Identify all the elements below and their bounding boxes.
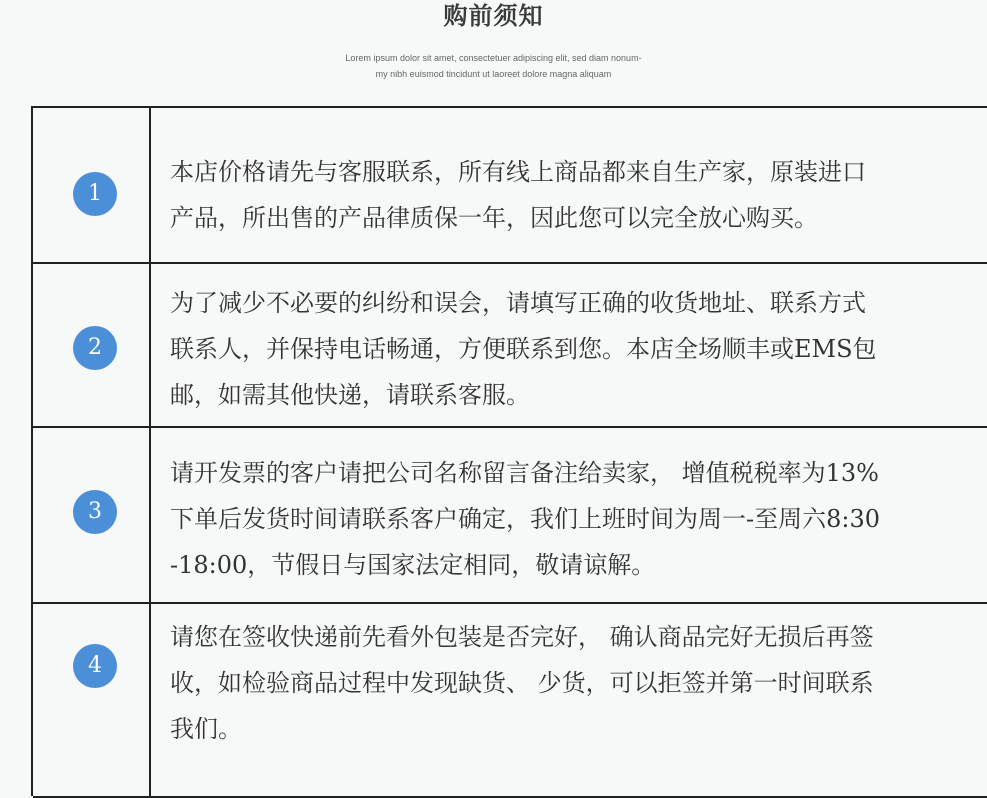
notice-row-2 <box>33 264 987 428</box>
number-cell <box>33 108 151 262</box>
page-title: 购前须知 <box>443 2 544 30</box>
notice-row-3 <box>33 428 987 604</box>
notice-text: 本店价格请先与客服联系，所有线上商品都来自生产家，原装进口 产品，所出售的产品律质保一年，因此您可以完全放心购买。 <box>170 158 866 232</box>
number-badge: 3 <box>73 490 117 534</box>
number-cell <box>33 604 151 796</box>
number-badge: 4 <box>73 644 117 688</box>
header <box>0 0 987 106</box>
number-badge: 2 <box>73 326 117 370</box>
notice-table <box>31 106 987 796</box>
number-cell <box>33 264 151 426</box>
number-badge: 1 <box>73 172 117 216</box>
notice-text: 为了减少不必要的纠纷和误会，请填写正确的收货地址、联系方式 联系人，并保持电话畅通，方便联系到您。本店全场顺丰或EMS包 邮，如需其他快递，请联系客服。 <box>170 289 877 409</box>
subtitle: Lorem ipsum dolor sit amet, consectetuer adipiscing elit, sed diam nonum- my nibh euismod tincidunt ut laoreet dolore magna aliquam <box>345 53 642 79</box>
notice-text: 请您在签收快递前先看外包装是否完好， 确认商品完好无损后再签 收，如检验商品过程中发现缺货、 少货，可以拒签并第一时间联系 我们。 <box>170 623 874 743</box>
number-cell <box>33 428 151 602</box>
notice-row-4 <box>33 604 987 798</box>
notice-text: 请开发票的客户请把公司名称留言备注给卖家， 增值税税率为13% 下单后发货时间请联系客户确定，我们上班时间为周一-至周六8:30 -18:00，节假日与国家法定相同，敬请谅解。 <box>170 459 881 579</box>
notice-row-1 <box>33 108 987 264</box>
